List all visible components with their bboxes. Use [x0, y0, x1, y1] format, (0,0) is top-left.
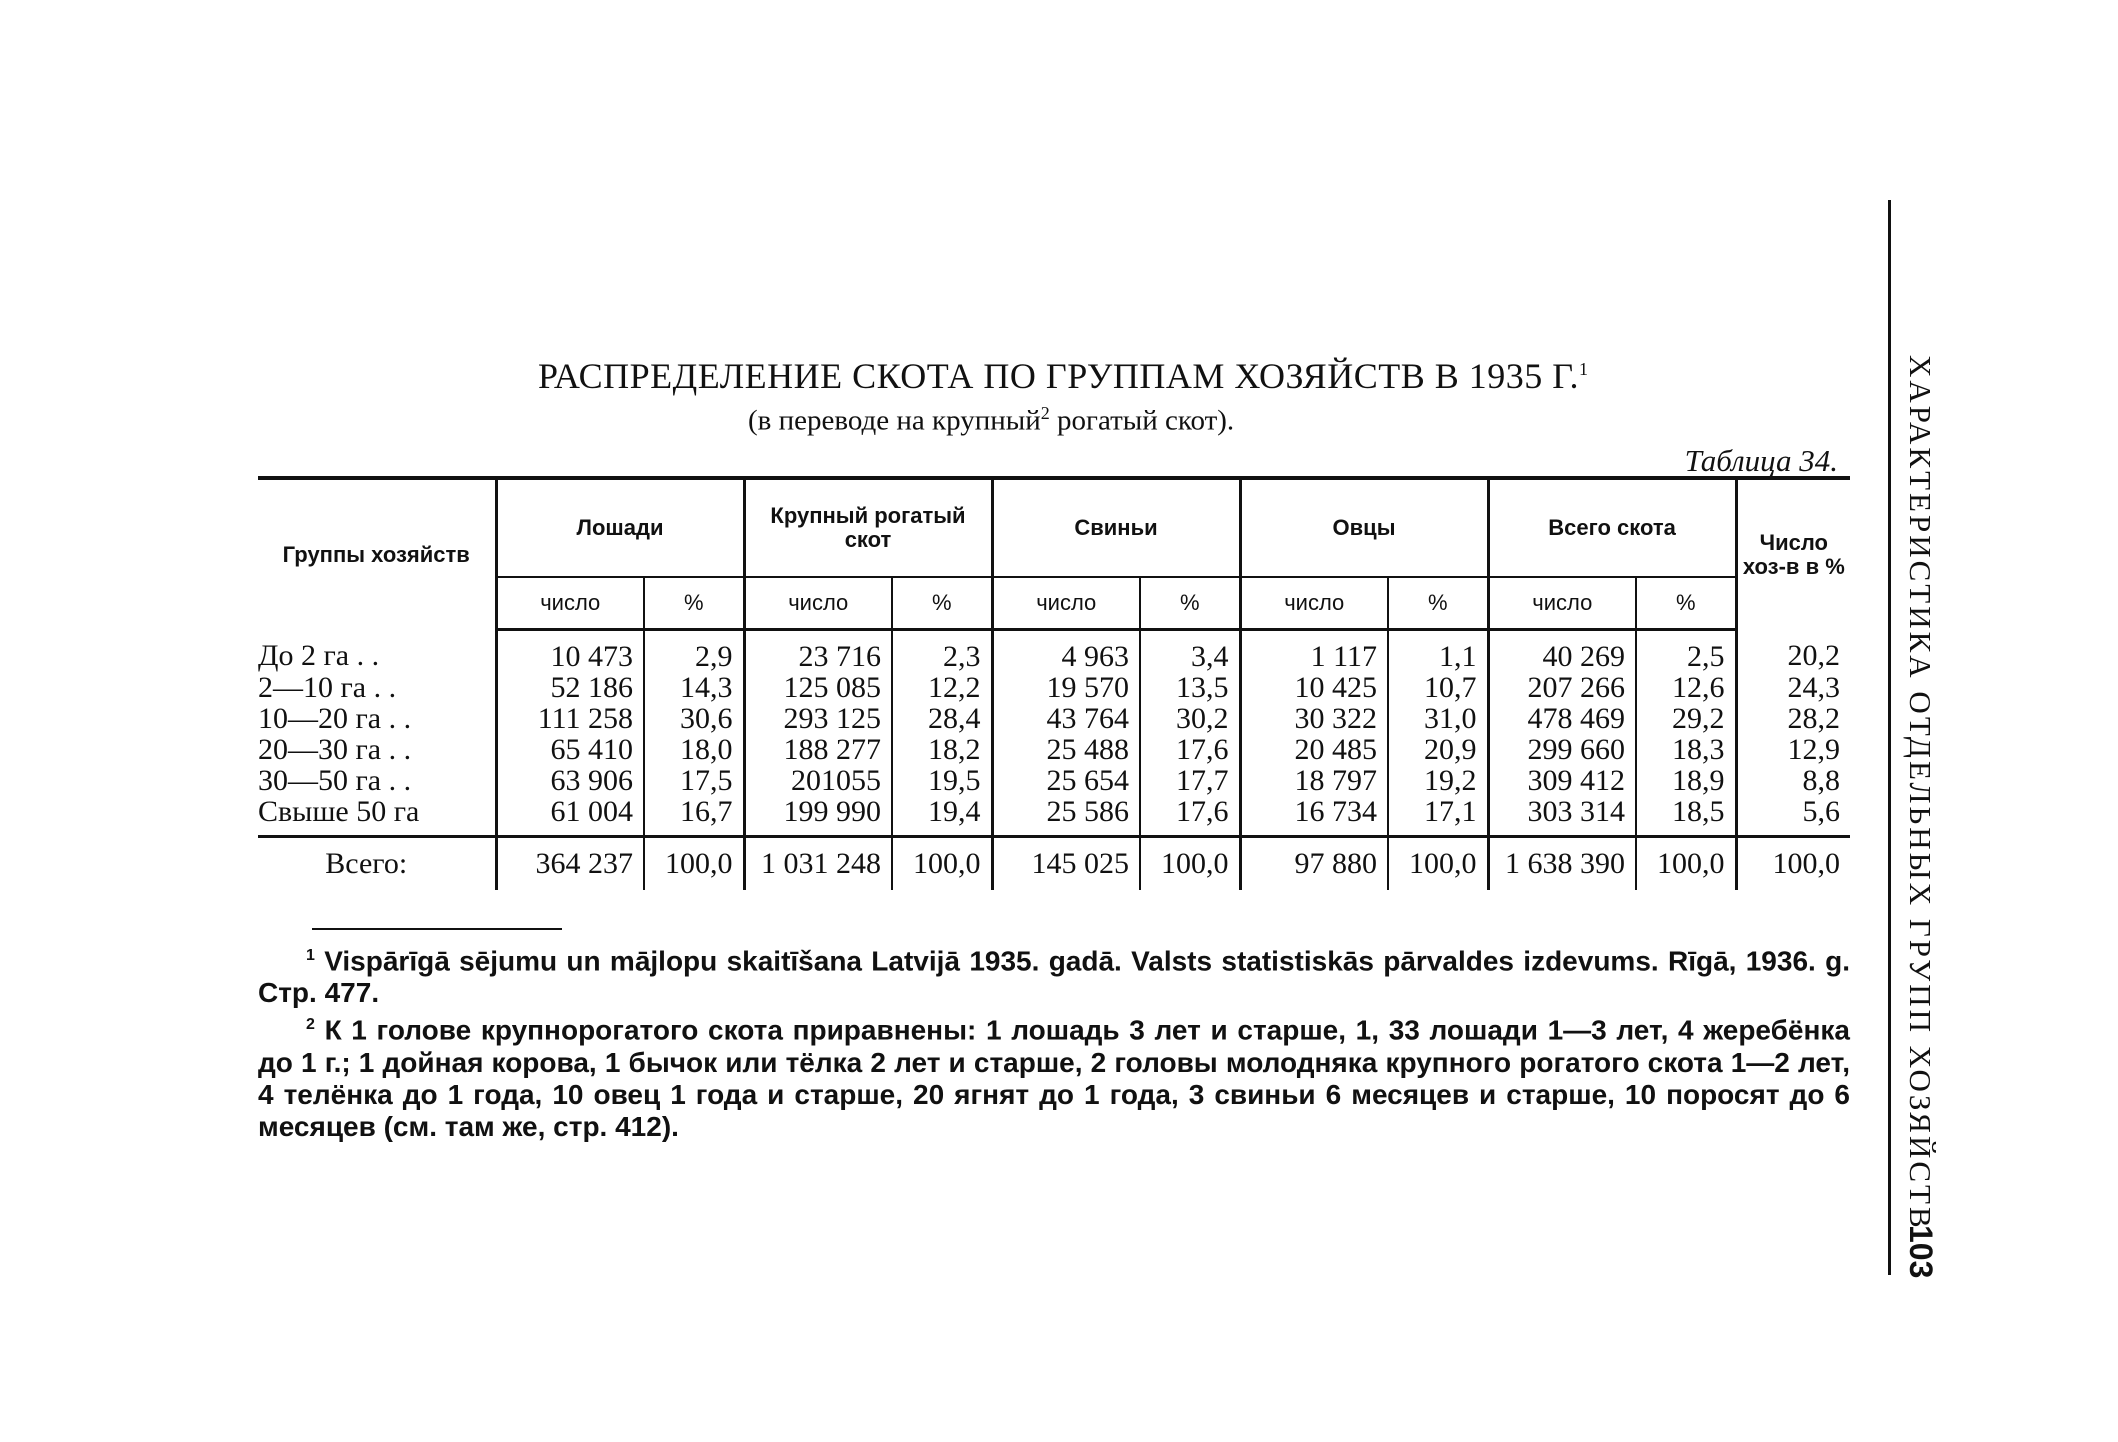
- pigs-percent: 13,5: [1140, 672, 1240, 703]
- sheep-percent: 31,0: [1388, 703, 1488, 734]
- total-number: 299 660: [1488, 734, 1636, 765]
- page-title: РАСПРЕДЕЛЕНИЕ СКОТА ПО ГРУППАМ ХОЗЯЙСТВ В 1935 Г.$^1$: [538, 356, 1589, 396]
- subheader-percent: %: [644, 577, 744, 630]
- totals-label: Всего:: [258, 837, 496, 891]
- footnote-1: $^1$ Vispārīgā sējumu un mājlopu skaitīšana Latvijā 1935. gadā. Valsts statistiskās pārvaldes izdevums. Rīgā, 1936. g. Стр. 477.: [258, 945, 1850, 1009]
- cattle-percent: 19,5: [892, 765, 992, 796]
- pigs-percent: 100,0: [1140, 837, 1240, 891]
- sheep-percent: 20,9: [1388, 734, 1488, 765]
- horses-number: 65 410: [496, 734, 644, 765]
- horses-percent: 14,3: [644, 672, 744, 703]
- table-row: [258, 765, 1850, 796]
- cattle-percent: 12,2: [892, 672, 992, 703]
- subheader-number: число: [992, 577, 1140, 630]
- cattle-number: 23 716: [744, 630, 892, 673]
- total-percent: 12,6: [1636, 672, 1736, 703]
- footnote-2: $^2$ К 1 голове крупнорогатого скота приравнены: 1 лошадь 3 лет и старше, 1, 33 лошади 1—3 лет, 4 жеребёнка до 1 г.; 1 дойная корова, 1 бычок или тёлка 2 лет и старше, 2 головы молодняка крупного рогатого скота 1—2 лет, 4 телёнка до 1 года, 10 овец 1 года и старше, 20 ягнят до 1 года, 3 свиньи 6 месяцев и старше, 10 поросят до 6 месяцев (см. там же, стр. 412).: [258, 1014, 1850, 1142]
- page-number: 103: [1903, 1225, 1939, 1279]
- footnotes: [258, 940, 1850, 1143]
- cattle-number: 293 125: [744, 703, 892, 734]
- farms-percent: 12,9: [1736, 734, 1850, 765]
- sheep-percent: 100,0: [1388, 837, 1488, 891]
- pigs-number: 25 654: [992, 765, 1140, 796]
- cattle-number: 188 277: [744, 734, 892, 765]
- subheader-number: число: [1488, 577, 1636, 630]
- header-total: Всего скота: [1488, 478, 1736, 577]
- table-row: [258, 672, 1850, 703]
- farms-percent: 100,0: [1736, 837, 1850, 891]
- horses-number: 10 473: [496, 630, 644, 673]
- subheader-number: число: [744, 577, 892, 630]
- horses-number: 61 004: [496, 796, 644, 837]
- livestock-table: [258, 476, 1850, 890]
- pigs-percent: 17,7: [1140, 765, 1240, 796]
- farms-percent: 20,2: [1736, 630, 1850, 673]
- total-percent: 18,5: [1636, 796, 1736, 837]
- sheep-percent: 10,7: [1388, 672, 1488, 703]
- cattle-number: 125 085: [744, 672, 892, 703]
- total-percent: 100,0: [1636, 837, 1736, 891]
- totals-row: [258, 837, 1850, 891]
- group-cell: 20—30 га . .: [258, 733, 412, 766]
- header-horses: Лошади: [496, 478, 744, 577]
- cattle-percent: 28,4: [892, 703, 992, 734]
- table-row: [258, 703, 1850, 734]
- pigs-percent: 30,2: [1140, 703, 1240, 734]
- pigs-percent: 17,6: [1140, 734, 1240, 765]
- pigs-percent: 17,6: [1140, 796, 1240, 837]
- subheader-number: число: [1240, 577, 1388, 630]
- cattle-number: 201055: [744, 765, 892, 796]
- subtitle-footnote-mark: 2: [1040, 403, 1050, 423]
- pigs-number: 43 764: [992, 703, 1140, 734]
- margin-rule: [1888, 200, 1891, 1275]
- pigs-percent: 3,4: [1140, 630, 1240, 673]
- group-cell: 2—10 га . .: [258, 671, 397, 704]
- sheep-number: 10 425: [1240, 672, 1388, 703]
- group-cell: 10—20 га . .: [258, 702, 412, 735]
- table-row: [258, 796, 1850, 837]
- horses-percent: 100,0: [644, 837, 744, 891]
- sheep-number: 30 322: [1240, 703, 1388, 734]
- cattle-number: 199 990: [744, 796, 892, 837]
- total-number: 309 412: [1488, 765, 1636, 796]
- total-percent: 18,9: [1636, 765, 1736, 796]
- cattle-percent: 2,3: [892, 630, 992, 673]
- page-subtitle: (в переводе на крупный$^2$ рогатый скот).: [748, 403, 1235, 437]
- subheader-percent: %: [1636, 577, 1736, 630]
- cattle-percent: 18,2: [892, 734, 992, 765]
- sheep-percent: 1,1: [1388, 630, 1488, 673]
- farms-percent: 24,3: [1736, 672, 1850, 703]
- pigs-number: 19 570: [992, 672, 1140, 703]
- total-number: 303 314: [1488, 796, 1636, 837]
- horses-percent: 30,6: [644, 703, 744, 734]
- group-cell: 30—50 га . .: [258, 764, 412, 797]
- header-sheep: Овцы: [1240, 478, 1488, 577]
- sheep-number: 20 485: [1240, 734, 1388, 765]
- sheep-number: 18 797: [1240, 765, 1388, 796]
- table-row: [258, 630, 1850, 673]
- horses-number: 52 186: [496, 672, 644, 703]
- total-number: 40 269: [1488, 630, 1636, 673]
- pigs-number: 25 586: [992, 796, 1140, 837]
- total-number: 478 469: [1488, 703, 1636, 734]
- horses-number: 63 906: [496, 765, 644, 796]
- horses-percent: 17,5: [644, 765, 744, 796]
- header-pigs: Свиньи: [992, 478, 1240, 577]
- horses-percent: 2,9: [644, 630, 744, 673]
- sheep-number: 16 734: [1240, 796, 1388, 837]
- subheader-number: число: [496, 577, 644, 630]
- subheader-percent: %: [1140, 577, 1240, 630]
- farms-percent: 8,8: [1736, 765, 1850, 796]
- cattle-number: 1 031 248: [744, 837, 892, 891]
- sheep-number: 97 880: [1240, 837, 1388, 891]
- header-cattle: Крупный рогатый скот: [744, 478, 992, 577]
- sheep-number: 1 117: [1240, 630, 1388, 673]
- group-cell: Свыше 50 га: [258, 795, 420, 828]
- pigs-number: 4 963: [992, 630, 1140, 673]
- farms-percent: 28,2: [1736, 703, 1850, 734]
- title-footnote-mark: 1: [1578, 359, 1589, 379]
- pigs-number: 25 488: [992, 734, 1140, 765]
- cattle-percent: 100,0: [892, 837, 992, 891]
- total-percent: 2,5: [1636, 630, 1736, 673]
- table-row: [258, 734, 1850, 765]
- farms-percent: 5,6: [1736, 796, 1850, 837]
- pigs-number: 145 025: [992, 837, 1140, 891]
- horses-percent: 16,7: [644, 796, 744, 837]
- header-farms: Число хоз-в в %: [1736, 478, 1850, 630]
- footnote-1-mark: 1: [306, 947, 315, 964]
- subheader-percent: %: [892, 577, 992, 630]
- sheep-percent: 19,2: [1388, 765, 1488, 796]
- total-number: 207 266: [1488, 672, 1636, 703]
- total-percent: 29,2: [1636, 703, 1736, 734]
- horses-percent: 18,0: [644, 734, 744, 765]
- horses-number: 111 258: [496, 703, 644, 734]
- total-percent: 18,3: [1636, 734, 1736, 765]
- horses-number: 364 237: [496, 837, 644, 891]
- sheep-percent: 17,1: [1388, 796, 1488, 837]
- subheader-percent: %: [1388, 577, 1488, 630]
- total-number: 1 638 390: [1488, 837, 1636, 891]
- running-head: ХАРАКТЕРИСТИКА ОТДЕЛЬНЫХ ГРУПП ХОЗЯЙСТВ: [1903, 355, 1938, 1231]
- cattle-percent: 19,4: [892, 796, 992, 837]
- table-label: Таблица 34.: [1684, 443, 1838, 478]
- footnote-divider: [312, 928, 562, 930]
- group-cell: До 2 га . .: [258, 639, 380, 673]
- header-group: Группы хозяйств: [282, 541, 470, 567]
- footnote-2-mark: 2: [306, 1016, 315, 1034]
